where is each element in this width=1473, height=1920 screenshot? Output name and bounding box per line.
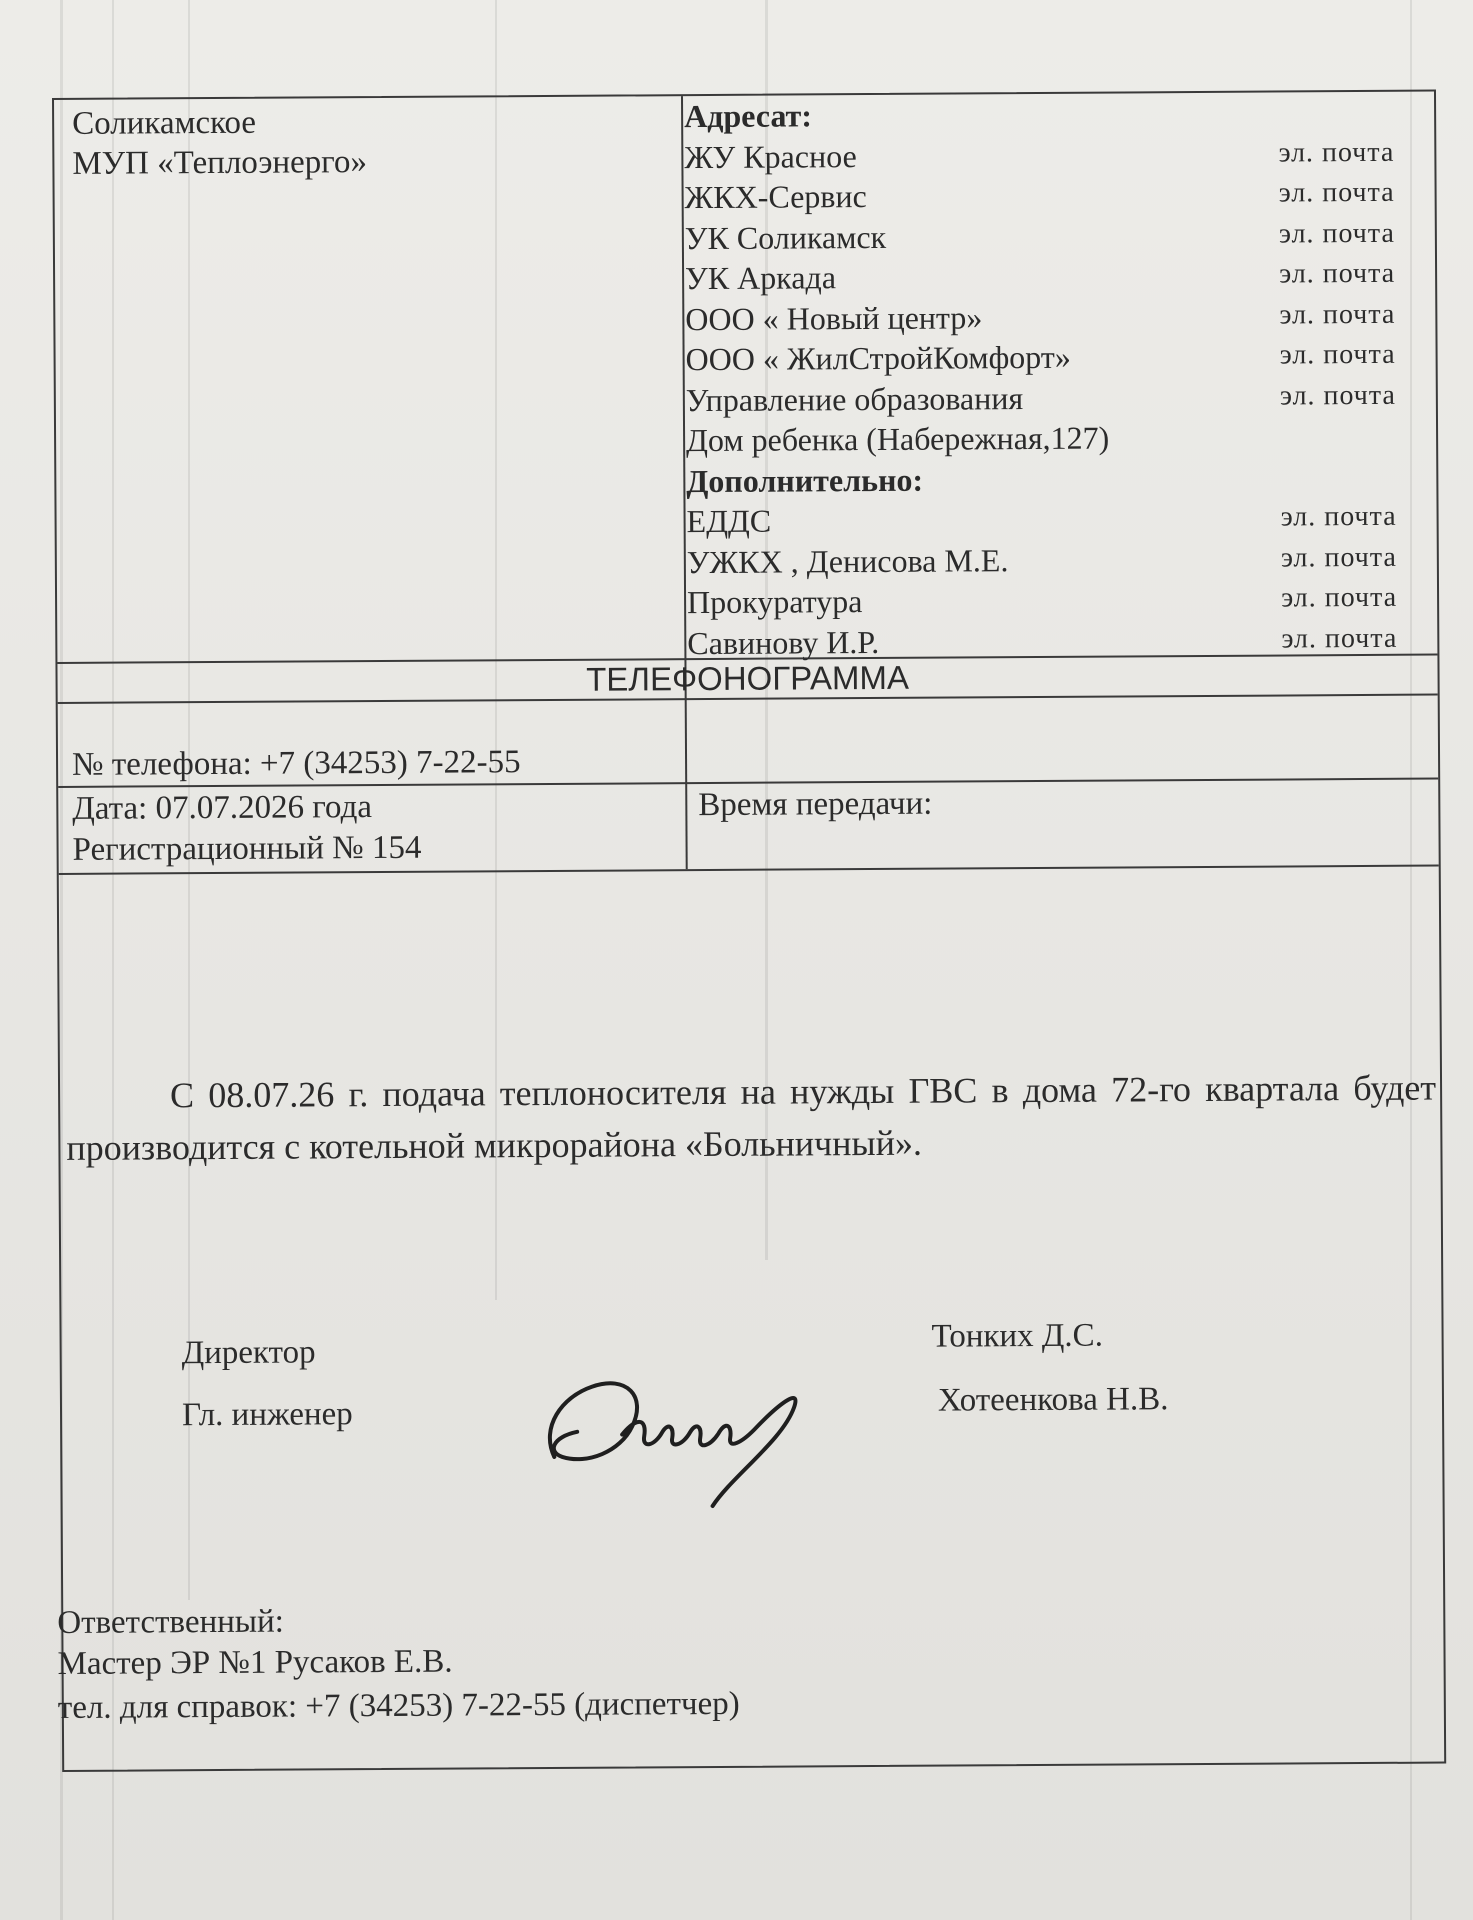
addressee-row: УК Соликамск эл. почта	[684, 217, 1395, 256]
engineer-name: Хотеенкова Н.В.	[937, 1381, 1169, 1419]
transmission-time-label: Время передачи:	[698, 785, 933, 824]
additional-row: УЖКХ , Денисова М.Е. эл. почта	[686, 541, 1397, 580]
responsible-phone: тел. для справок: +7 (34253) 7-22-55 (диспетчер)	[57, 1685, 740, 1726]
addressee-row: ЖУ Красное эл. почта	[684, 136, 1395, 175]
addressee-row: Дом ребенка (Набережная,127)	[685, 419, 1110, 459]
responsible-person: Мастер ЭР №1 Русаков Е.В.	[57, 1643, 453, 1682]
addressee-row: ООО « ЖилСтройКомфорт» эл. почта	[685, 338, 1396, 378]
date: Дата: 07.07.2026 года	[72, 789, 373, 827]
registration-number: Регистрационный № 154	[72, 829, 422, 868]
document-title: ТЕЛЕФОНОГРАММА	[586, 658, 910, 698]
director-label: Директор	[181, 1334, 316, 1372]
additional-heading: Дополнительно:	[686, 461, 924, 499]
director-name: Тонких Д.С.	[931, 1317, 1104, 1355]
sender-line-1: Соликамское	[72, 104, 257, 142]
addressee-list	[684, 92, 1407, 663]
engineer-label: Гл. инженер	[181, 1396, 353, 1434]
addressee-row: Управление образования эл. почта	[685, 379, 1396, 418]
message-body: С 08.07.26 г. подача теплоносителя на нужды ГВС в дома 72-го квартала будет производится с котельной микрорайона «Больничный».	[66, 1067, 1437, 1168]
responsible-label: Ответственный:	[57, 1603, 284, 1641]
additional-row: ЕДДС эл. почта	[686, 500, 1397, 540]
handwritten-signature	[532, 1345, 853, 1517]
sender-line-2: МУП «Теплоэнерго»	[72, 144, 368, 182]
phone-number: № телефона: +7 (34253) 7-22-55	[71, 744, 521, 783]
addressee-row: ООО « Новый центр» эл. почта	[685, 298, 1396, 337]
telephonogram-form	[52, 90, 1446, 1772]
additional-row: Прокуратура эл. почта	[686, 581, 1398, 621]
addressee-row: УК Аркада эл. почта	[685, 257, 1396, 297]
addressee-heading: Адресат:	[684, 97, 813, 135]
additional-row: Савинову И.Р. эл. почта	[687, 622, 1398, 661]
addressee-row: ЖКХ-Сервис эл. почта	[684, 176, 1395, 216]
sender-block	[72, 102, 367, 184]
